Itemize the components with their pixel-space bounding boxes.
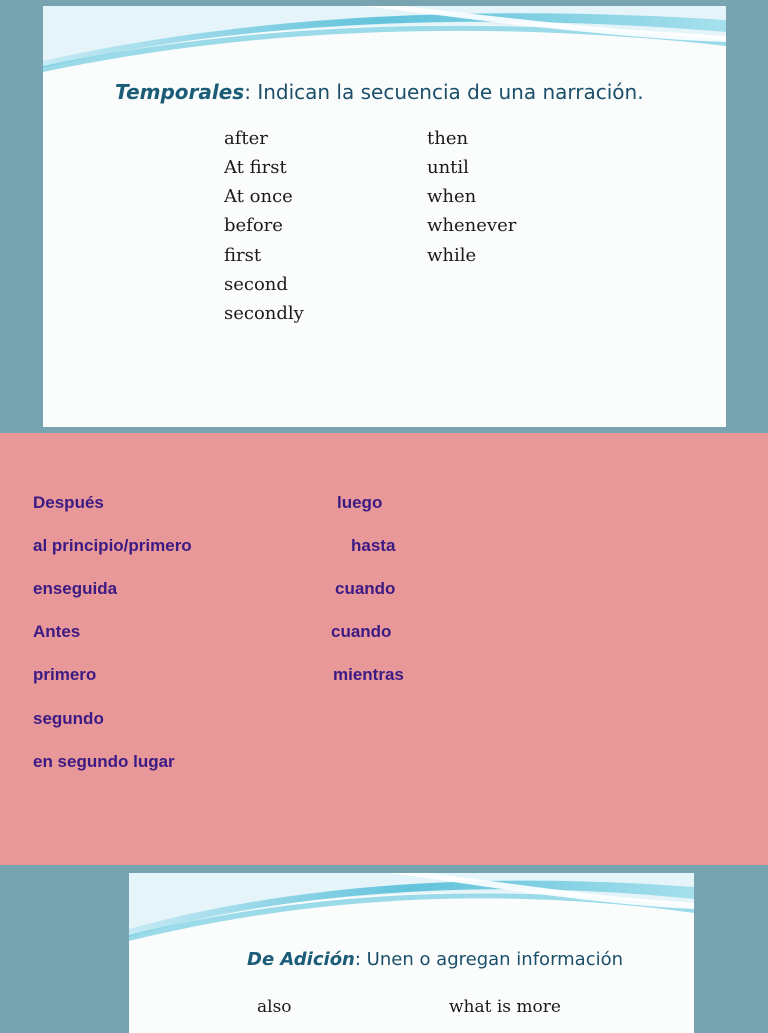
adicion-slide xyxy=(129,873,694,1033)
wave-decoration xyxy=(129,873,694,943)
translation-word: cuando xyxy=(335,579,396,598)
translation-word: luego xyxy=(337,493,383,512)
temporales-slide xyxy=(43,6,726,427)
heading-category: De Adición xyxy=(247,949,355,970)
connector-word: also xyxy=(257,997,292,1017)
connector-word: At first xyxy=(224,157,287,178)
connector-word: after xyxy=(224,128,268,149)
heading-description: : Indican la secuencia de una narración. xyxy=(244,80,644,104)
connector-word: until xyxy=(427,157,469,178)
connector-word: while xyxy=(427,245,477,266)
wave-decoration xyxy=(43,6,726,76)
connector-word: whenever xyxy=(427,215,517,236)
slide-heading xyxy=(115,80,644,104)
translation-word: al principio/primero xyxy=(33,536,192,555)
slide-heading xyxy=(247,949,623,970)
translation-word: mientras xyxy=(333,665,404,684)
translation-word: en segundo lugar xyxy=(33,752,175,771)
translation-word: cuando xyxy=(331,622,392,641)
connector-word: At once xyxy=(224,186,293,207)
connector-word: then xyxy=(427,128,469,149)
connector-word: second xyxy=(224,274,288,295)
connector-word: what is more xyxy=(449,997,561,1017)
translation-word: primero xyxy=(33,665,97,684)
translation-panel xyxy=(0,433,768,865)
heading-category: Temporales xyxy=(115,80,245,104)
translation-word: enseguida xyxy=(33,579,118,598)
connector-word: secondly xyxy=(224,303,304,324)
translation-word: Después xyxy=(33,493,104,512)
connector-word: before xyxy=(224,215,283,236)
heading-description: : Unen o agregan información xyxy=(354,949,624,970)
translation-word: hasta xyxy=(351,536,396,555)
connector-word: when xyxy=(427,186,477,207)
translation-word: Antes xyxy=(33,622,81,641)
translation-word: segundo xyxy=(33,709,104,728)
connector-word: first xyxy=(224,245,262,266)
